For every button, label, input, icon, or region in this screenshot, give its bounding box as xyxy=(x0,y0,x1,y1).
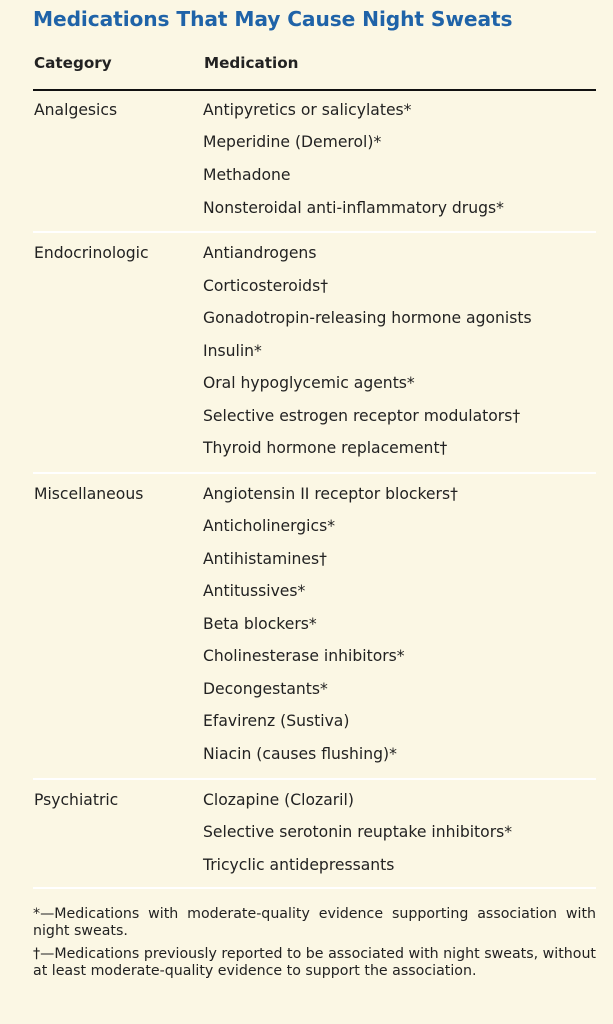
footnote-asterisk: *—Medications with moderate-quality evidence supporting association with night sweats. xyxy=(33,906,596,940)
medication-item: Anticholinergics* xyxy=(203,517,335,535)
medication-item: Niacin (causes flushing)* xyxy=(203,745,397,763)
page-title: Medications That May Cause Night Sweats xyxy=(33,7,513,31)
column-header-medication: Medication xyxy=(204,54,299,72)
medication-item: Antiandrogens xyxy=(203,244,317,262)
category-analgesics: Analgesics xyxy=(34,101,118,119)
medication-item: Antipyretics or salicylates* xyxy=(203,101,412,119)
medication-item: Clozapine (Clozaril) xyxy=(203,791,354,809)
table-bottom-rule xyxy=(33,887,596,889)
medication-item: Cholinesterase inhibitors* xyxy=(203,647,405,665)
medication-item: Corticosteroids† xyxy=(203,277,328,295)
group-separator xyxy=(33,231,596,233)
category-miscellaneous: Miscellaneous xyxy=(34,485,144,503)
medication-item: Gonadotropin-releasing hormone agonists xyxy=(203,309,532,327)
column-header-category: Category xyxy=(34,54,112,72)
footnote-dagger: †—Medications previously reported to be associated with night sweats, without at least moderate-quality evidence to support the association. xyxy=(33,946,596,980)
medication-item: Selective serotonin reuptake inhibitors* xyxy=(203,823,513,841)
medication-item: Meperidine (Demerol)* xyxy=(203,133,382,151)
medication-item: Tricyclic antidepressants xyxy=(203,856,395,874)
category-psychiatric: Psychiatric xyxy=(34,791,119,809)
medication-item: Decongestants* xyxy=(203,680,328,698)
medication-item: Selective estrogen receptor modulators† xyxy=(203,407,521,425)
category-endocrinologic: Endocrinologic xyxy=(34,244,149,262)
medication-item: Thyroid hormone replacement† xyxy=(203,439,448,457)
medication-item: Antitussives* xyxy=(203,582,306,600)
medication-item: Efavirenz (Sustiva) xyxy=(203,712,350,730)
medication-item: Beta blockers* xyxy=(203,615,317,633)
medication-item: Angiotensin II receptor blockers† xyxy=(203,485,458,503)
group-separator xyxy=(33,472,596,474)
medication-item: Methadone xyxy=(203,166,291,184)
group-separator xyxy=(33,778,596,780)
header-rule xyxy=(33,89,596,91)
medication-item: Nonsteroidal anti-inflammatory drugs* xyxy=(203,199,504,217)
medication-item: Antihistamines† xyxy=(203,550,327,568)
medication-item: Oral hypoglycemic agents* xyxy=(203,374,415,392)
medication-item: Insulin* xyxy=(203,342,262,360)
